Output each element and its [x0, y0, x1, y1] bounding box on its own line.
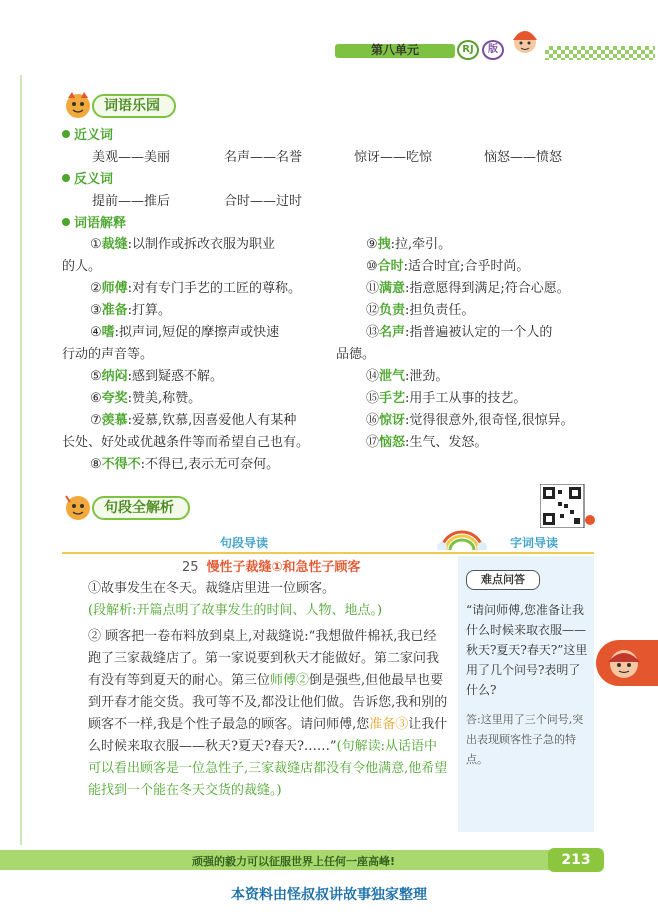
glossary-entry: ⑦羡慕:爱慕,钦慕,因喜爱他人有某种: [90, 413, 297, 428]
qa-sidebar: [458, 556, 594, 832]
glossary-entry-cont: 品德。: [336, 347, 376, 362]
glossary-entry: ⑨拽:拉,牵引。: [366, 237, 452, 252]
glossary-entry: ⑰恼怒:生气、发怒。: [366, 435, 488, 450]
section-header-analysis: [62, 492, 292, 522]
footer-motto: 顽强的毅力可以征服世界上任何一座高峰!: [192, 855, 396, 868]
glossary-heading: 词语解释: [62, 212, 126, 231]
tab-word-guide: 字词导读: [510, 536, 559, 550]
unit-label: 第八单元: [371, 43, 420, 57]
qa-answer: 答:这里用了三个问号,突出表现顾客性子急的特点。: [466, 713, 584, 766]
checker-decoration: [545, 46, 655, 60]
mascot-side-tab: [596, 640, 658, 686]
tab-sentence-guide: 句段导读: [220, 536, 269, 550]
antonym-pair: 提前——推后: [92, 194, 171, 209]
synonym-pair: 恼怒——愤怒: [484, 150, 563, 165]
glossary-entry: ④嗜:拟声词,短促的摩擦声或快速: [90, 325, 280, 340]
glossary-left: [62, 234, 332, 476]
synonym-heading: 近义词: [62, 124, 113, 143]
glossary-entry: ⑫负责:担负责任。: [366, 303, 475, 318]
glossary-entry: ⑧不得不:不得已,表示无可奈何。: [90, 457, 280, 472]
unit-strip: [335, 40, 655, 60]
lesson-title: 25 慢性子裁缝①和急性子顾客: [182, 560, 361, 575]
rainbow-icon: [432, 530, 492, 550]
mascot-icon: [507, 22, 543, 62]
bullet-icon: [62, 174, 70, 182]
glossary-entry: ⑬名声:指普遍被认定的一个人的: [366, 325, 553, 340]
mascot-icon: [62, 90, 96, 120]
paragraph-2: ② 顾客把一卷布料放到桌上,对裁缝说:“我想做件棉袄,我已经跑了三家裁缝店了。第一家说要到秋天才能做好。第二家问我有没有等到夏天的耐心。第三位师傅②倒是强些,但他最早也要到开春才能交货。我可等不及,都没让他们做。告诉您,我和别的顾客不一样,我是个性子最急的顾客。请问师傅,您准备③让我什么时候来取衣服——秋天?夏天?春天?……”(句解读:从话语中可以看出顾客是一位急性子,三家裁缝店都没有令他满意,他希望能找到一个能在冬天交货的裁缝。): [88, 629, 448, 798]
glossary-entry: ⑭泄气:泄劲。: [366, 369, 449, 384]
section-header-words: [62, 90, 262, 120]
antonym-heading: 反义词: [62, 168, 113, 187]
glossary-right: [336, 234, 596, 454]
synonym-pair: 美观——美丽: [92, 150, 171, 165]
glossary-entry: ③准备:打算。: [90, 303, 172, 318]
paragraph-1: ①故事发生在冬天。裁缝店里进一位顾客。: [88, 581, 336, 596]
mascot-icon: [62, 492, 96, 522]
section-title: 句段全解析: [92, 496, 190, 520]
qa-question: “请问师傅,您准备让我什么时候来取衣服——秋天?夏天?春天?”这里用了几个问号?表明了什么?: [466, 603, 588, 697]
glossary-entry-cont: 的人。: [62, 259, 102, 274]
credit-line: 本资料由怪叔叔讲故事独家整理: [231, 887, 427, 903]
glossary-entry: ①裁缝:以制作或拆改衣服为职业: [90, 237, 276, 252]
glossary-entry: ⑪满意:指意愿得到满足;符合心愿。: [366, 281, 570, 296]
tab-divider: [62, 552, 594, 554]
glossary-entry: ②师傅:对有专门手艺的工匠的尊称。: [90, 281, 302, 296]
qr-code-icon[interactable]: [540, 484, 596, 528]
glossary-entry: ⑤纳闷:感到疑惑不解。: [90, 369, 224, 384]
glossary-entry-cont: 长处、好处或优越条件等而希望自己也有。: [62, 435, 310, 450]
glossary-entry-cont: 行动的声音等。: [62, 347, 154, 362]
bullet-icon: [62, 130, 70, 138]
synonym-pair: 惊讶——吃惊: [354, 150, 433, 165]
section-title: 词语乐园: [92, 94, 176, 118]
sub-tabs: [62, 534, 594, 554]
reading-text: [62, 556, 452, 832]
synonym-pair: 名声——名誉: [224, 150, 303, 165]
edition-badge: 版: [482, 40, 504, 60]
paragraph-1-note: (段解析:开篇点明了故事发生的时间、人物、地点。): [88, 603, 383, 618]
rj-badge: RJ: [457, 40, 479, 60]
glossary-entry: ⑯惊讶:觉得很意外,很奇怪,很惊异。: [366, 413, 574, 428]
footer: [0, 848, 658, 874]
header: [0, 0, 658, 58]
glossary-entry: ⑩合时:适合时宜;合乎时尚。: [366, 259, 530, 274]
page-number: 213: [548, 848, 604, 872]
bullet-icon: [62, 218, 70, 226]
qa-title: 难点问答: [466, 570, 540, 590]
antonym-pair: 合时——过时: [224, 194, 303, 209]
margin-line: [20, 75, 22, 845]
glossary-entry: ⑥夸奖:赞美,称赞。: [90, 391, 202, 406]
glossary-entry: ⑮手艺:用手工从事的技艺。: [366, 391, 527, 406]
